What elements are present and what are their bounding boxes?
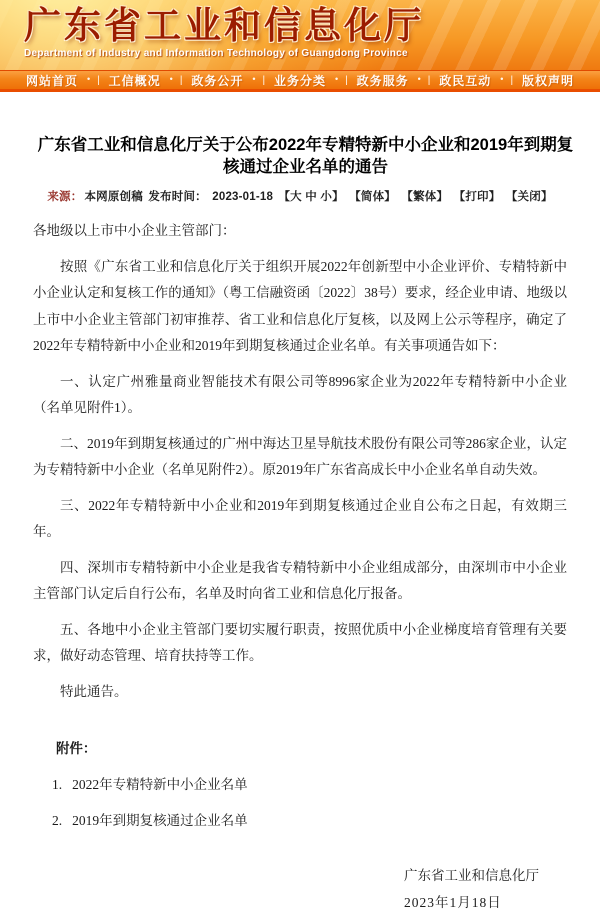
site-banner bbox=[0, 0, 600, 70]
article-paragraph: 四、深圳市专精特新中小企业是我省专精特新中小企业组成部分，由深圳市中小企业主管部门认定后自行公布，名单及时向省工业和信息化厅报备。 bbox=[33, 559, 567, 601]
nav-item-home[interactable]: 网站首页 bbox=[26, 73, 79, 88]
nav-item-gov-services[interactable]: 政务服务 bbox=[356, 73, 409, 88]
article-paragraph: 五、各地中小企业主管部门要切实履行职责，按照优质中小企业梯度培育管理有关要求，做好动态管理、培育扶持等工作。 bbox=[33, 621, 567, 663]
article-paragraph: 按照《广东省工业和信息化厅关于组织开展2022年创新型中小企业评价、专精特新中小企业认定和复核工作的通知》（粤工信融资函〔2022〕38号）要求，经企业申请、地级以上市中小企业主管部门初审推荐、省工业和信息化厅复核，以及网上公示等程序，确定了2022年专精特新中小企业和2019年到期复核通过企业名单。有关事项通告如下： bbox=[33, 258, 567, 353]
navbar-divider-line bbox=[0, 89, 600, 92]
nav-separator: • | bbox=[252, 74, 266, 86]
traditional-chinese-button[interactable]: 【繁体】 bbox=[401, 191, 449, 203]
attachment-title: 2022年专精特新中小企业名单 bbox=[72, 777, 248, 792]
attachments-label: 附件： bbox=[55, 741, 97, 756]
attachments-section bbox=[33, 735, 567, 834]
attachment-link-2019-list[interactable] bbox=[33, 807, 567, 834]
publish-time-label: 发布时间： bbox=[148, 191, 207, 203]
attachment-number: 1. bbox=[52, 777, 63, 792]
print-button[interactable]: 【打印】 bbox=[453, 191, 501, 203]
nav-separator: • | bbox=[169, 74, 183, 86]
nav-item-business-category[interactable]: 业务分类 bbox=[273, 73, 326, 88]
article-paragraph: 二、2019年到期复核通过的广州中海达卫星导航技术股份有限公司等286家企业，认定为专精特新中小企业（名单见附件2）。原2019年广东省高成长中小企业名单自动失效。 bbox=[33, 435, 567, 477]
signature-block bbox=[404, 862, 539, 916]
article-body bbox=[33, 218, 567, 705]
attachment-number: 2. bbox=[52, 813, 63, 828]
attachment-link-2022-list[interactable] bbox=[33, 771, 567, 798]
source-label: 来源： bbox=[47, 191, 83, 203]
nav-item-public-interaction[interactable]: 政民互动 bbox=[439, 73, 492, 88]
article-closing: 特此通告。 bbox=[60, 683, 128, 699]
close-button[interactable]: 【关闭】 bbox=[505, 191, 553, 203]
font-size-switcher[interactable]: 【大 中 小】 bbox=[278, 191, 344, 203]
article-paragraph: 一、认定广州雅量商业智能技术有限公司等8996家企业为2022年专精特新中小企业（名单见附件1）。 bbox=[33, 373, 567, 415]
nav-separator: • | bbox=[334, 74, 348, 86]
simplified-chinese-button[interactable]: 【简体】 bbox=[349, 191, 396, 203]
nav-separator: • | bbox=[87, 74, 100, 86]
publish-time-value: 2023-01-18 bbox=[212, 191, 274, 203]
nav-separator: • | bbox=[417, 74, 431, 86]
nav-separator: • | bbox=[500, 74, 514, 86]
article bbox=[0, 134, 600, 910]
nav-item-copyright[interactable]: 版权声明 bbox=[521, 73, 574, 88]
signature-department: 广东省工业和信息化厅 bbox=[404, 868, 539, 883]
nav-item-gov-disclosure[interactable]: 政务公开 bbox=[191, 73, 244, 88]
salutation: 各地级以上市中小企业主管部门： bbox=[33, 223, 236, 238]
source-value: 本网原创稿 bbox=[84, 191, 143, 203]
article-paragraph: 三、2022年专精特新中小企业和2019年到期复核通过企业自公布之日起，有效期三年。 bbox=[33, 497, 567, 539]
attachment-title: 2019年到期复核通过企业名单 bbox=[72, 813, 248, 828]
article-meta-bar bbox=[33, 188, 567, 204]
site-subtitle-english: Department of Industry and Information Technology of Guangdong Province bbox=[24, 48, 408, 59]
nav-item-overview[interactable]: 工信概况 bbox=[108, 73, 161, 88]
site-title: 广东省工业和信息化厅 bbox=[24, 5, 424, 46]
main-navbar bbox=[0, 70, 600, 89]
signature-date: 2023年1月18日 bbox=[404, 895, 502, 910]
article-title: 广东省工业和信息化厅关于公布2022年专精特新中小企业和2019年到期复核通过企业名单的通告 bbox=[37, 136, 574, 176]
